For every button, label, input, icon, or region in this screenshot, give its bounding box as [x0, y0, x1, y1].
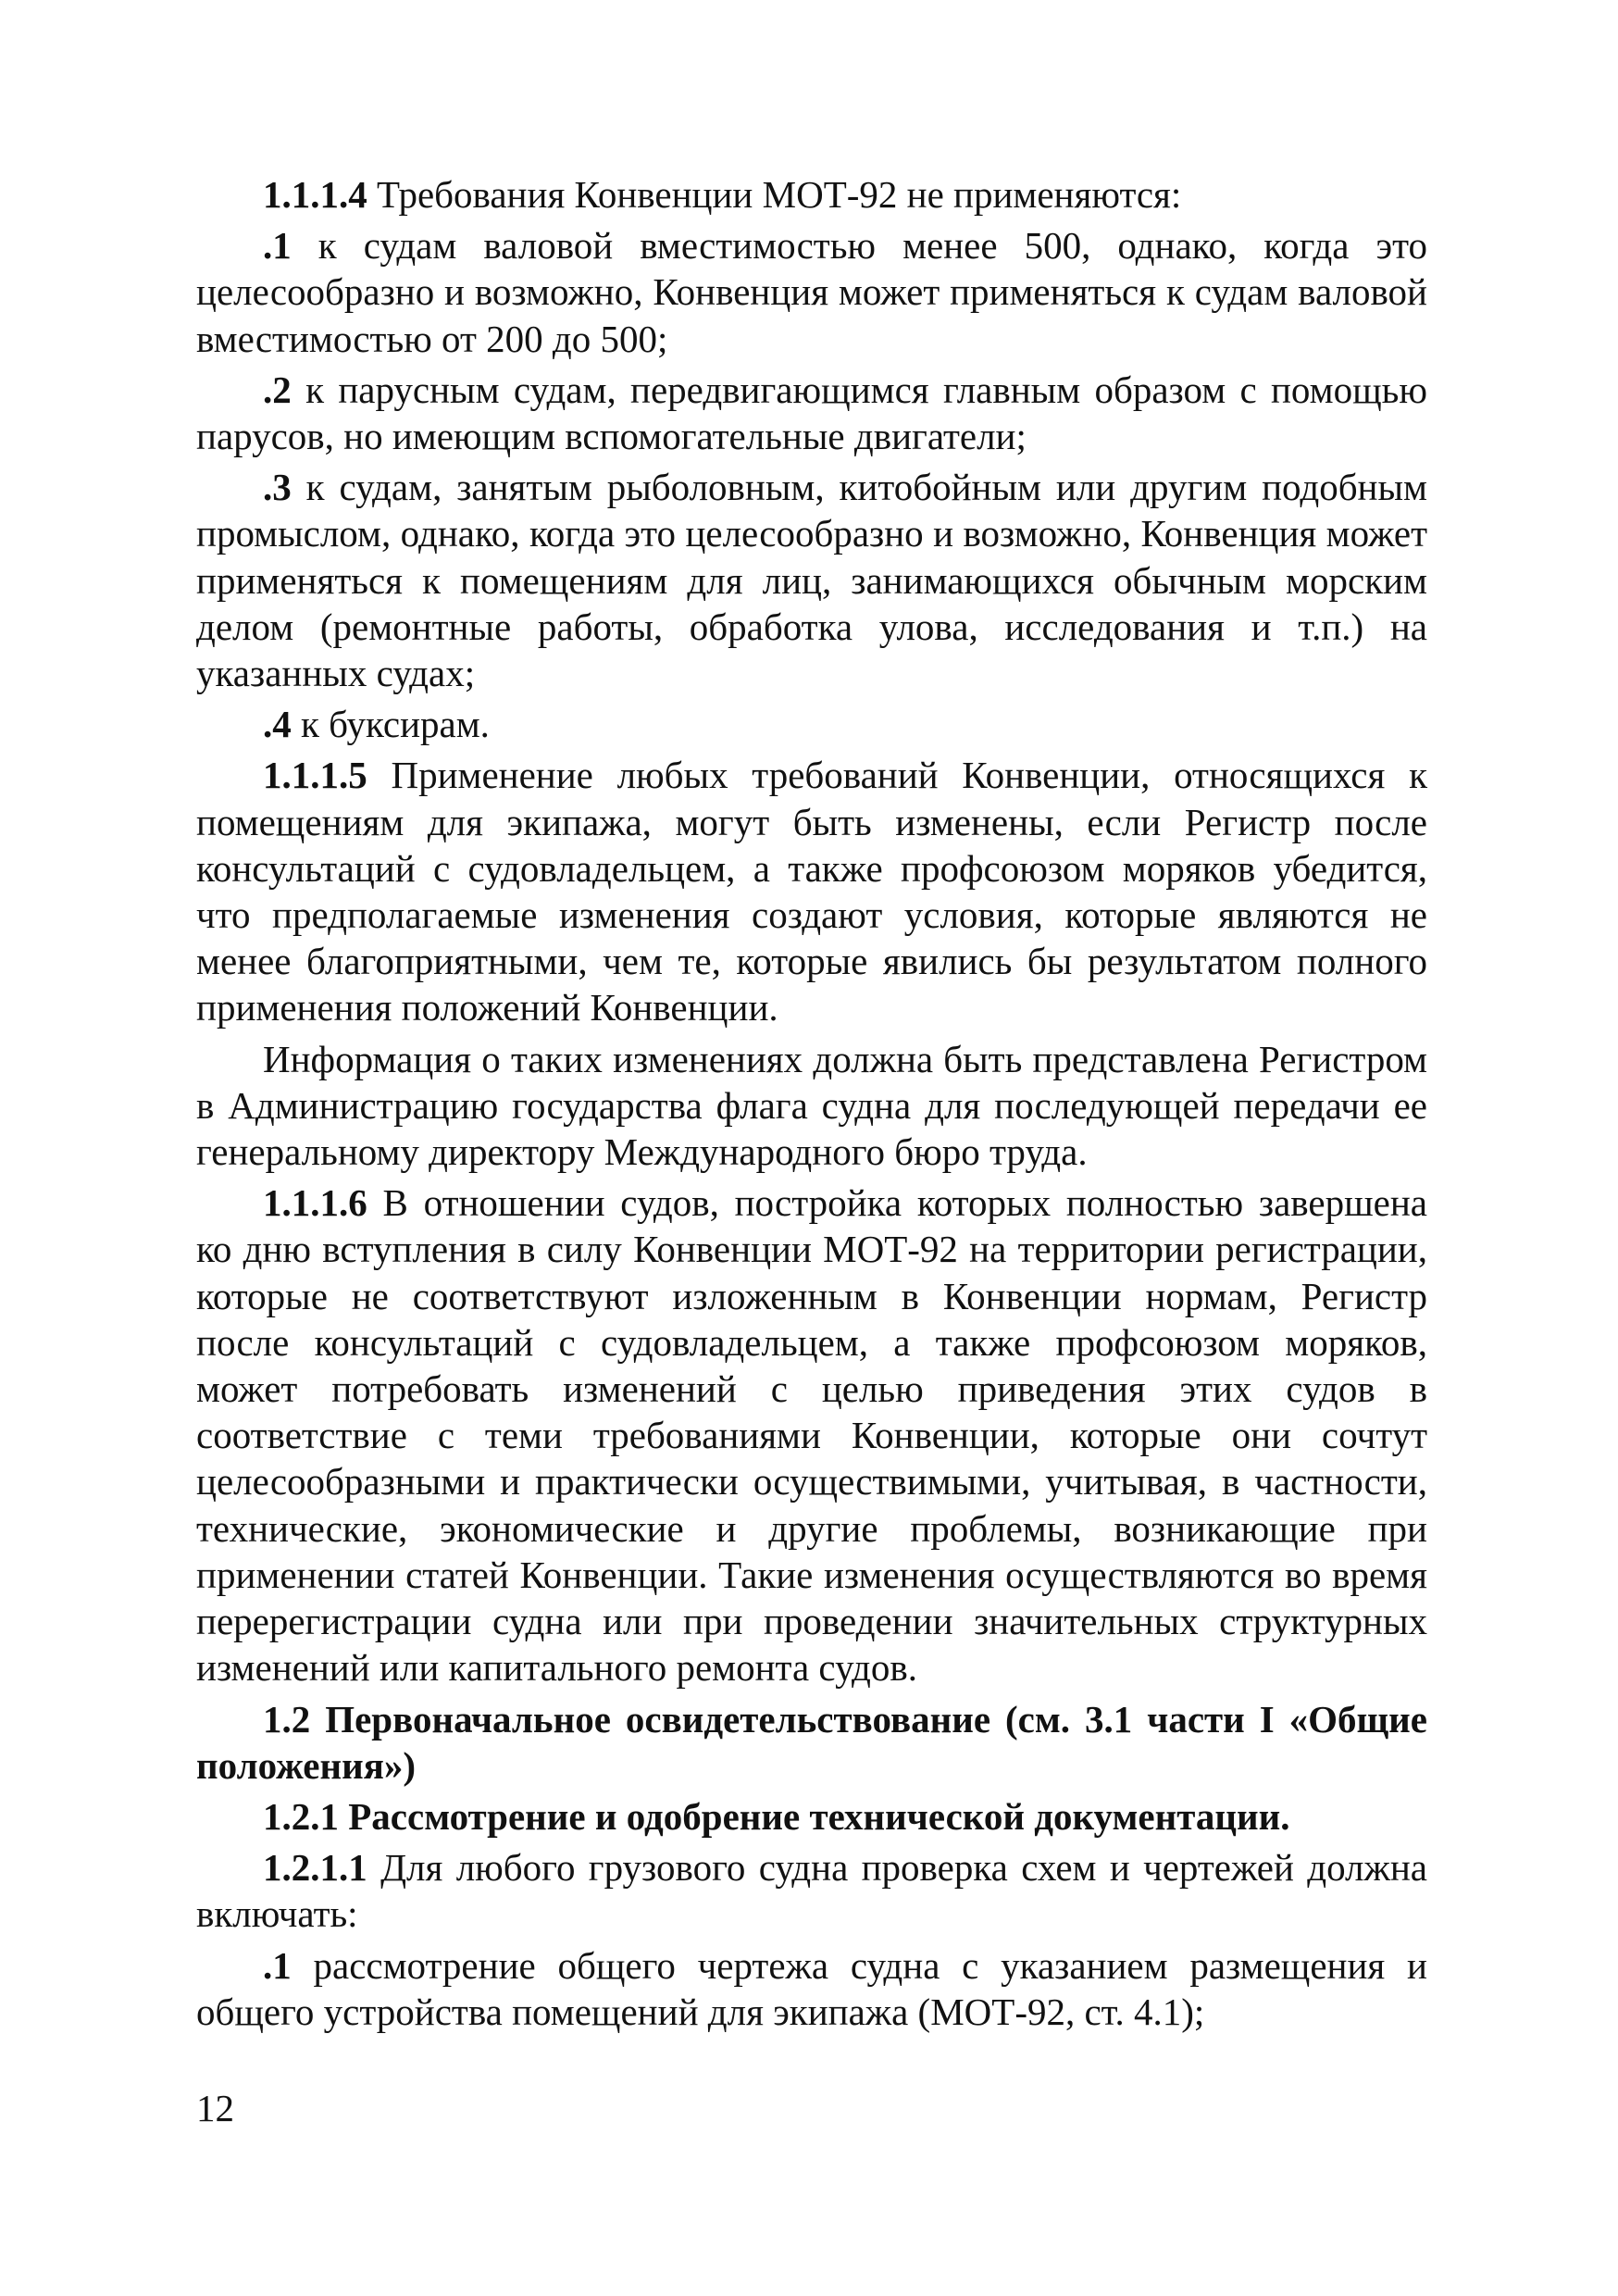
list-item-text: рассмотрение общего чертежа судна с указанием размещения и общего устройства помещений для экипажа (МОТ-92, ст. 4.1);: [196, 1943, 1427, 2033]
list-item-4: [196, 701, 1427, 747]
list-item-2: [196, 367, 1427, 459]
paragraph-1-1-1-4: [196, 171, 1427, 218]
page-number: 12: [196, 2087, 234, 2129]
list-item-number: .4: [263, 703, 292, 746]
list-item-text: к судам, занятым рыболовным, китобойным или другим подобным промыслом, однако, когда это целесообразно и возможно, Конвенция может применяться к помещениям для лиц, занимающихся обычным морским делом (ремонтные работы, обработка улова, исследования и т.п.) на указанных судах;: [196, 466, 1427, 695]
list-item-number: .3: [263, 466, 292, 509]
list-item-number: .2: [263, 368, 292, 411]
list-item-3: [196, 464, 1427, 696]
section-heading-text: 1.2.1 Рассмотрение и одобрение технической документации.: [263, 1794, 1290, 1838]
paragraph-text: Для любого грузового судна проверка схем и чертежей должна включать:: [196, 1846, 1427, 1936]
paragraph-number: 1.1.1.5: [263, 754, 367, 797]
paragraph-1-2-1-1: [196, 1844, 1427, 1937]
paragraph-number: 1.2.1.1: [263, 1846, 367, 1890]
paragraph-text: В отношении судов, постройка которых полностью завершена ко дню вступления в силу Конвенции МОТ-92 на территории регистрации, которые не соответствуют изложенным в Конвенции нормам, Регистр после консультаций с судовладельцем, а также профсоюзом моряков, может потребовать изменений с целью приведения этих судов в соответствие с теми требованиями Конвенции, которые они сочтут целесообразными и практически осуществимыми, учитывая, в частности, технические, экономические и другие проблемы, возникающие при применении статей Конвенции. Такие изменения осуществляются во время перерегистрации судна или при проведении значительных структурных изменений или капитального ремонта судов.: [196, 1181, 1427, 1690]
list-item-text: к судам валовой вместимостью менее 500, однако, когда это целесообразно и возможно, Конвенция может применяться к судам валовой вместимостью от 200 до 500;: [196, 224, 1427, 360]
paragraph-number: 1.1.1.6: [263, 1181, 367, 1225]
list-item-text: к парусным судам, передвигающимся главным образом с помощью парусов, но имеющим вспомогательные двигатели;: [196, 368, 1427, 458]
paragraph-1-1-1-6: [196, 1179, 1427, 1691]
list-item-1: [196, 222, 1427, 362]
page-content: [196, 171, 1427, 2035]
paragraph-number: 1.1.1.4: [263, 173, 367, 216]
paragraph-text: Требования Конвенции МОТ-92 не применяются:: [367, 173, 1182, 216]
section-heading-1-2: [196, 1696, 1427, 1789]
section-heading-1-2-1: [196, 1793, 1427, 1840]
list-item-number: .1: [263, 1943, 292, 1987]
list-item-text: к буксирам.: [291, 703, 490, 746]
paragraph-1-1-1-5: [196, 752, 1427, 1030]
paragraph-text: Информация о таких изменениях должна быть представлена Регистром в Администрацию государства флага судна для последующей передачи ее генеральному директору Международного бюро труда.: [196, 1037, 1427, 1174]
list-item-1-drawing: [196, 1942, 1427, 2035]
paragraph-text: Применение любых требований Конвенции, относящихся к помещениям для экипажа, могут быть изменены, если Регистр после консультаций с судовладельцем, а также профсоюзом моряков убедится, что предполагаемые изменения создают условия, которые являются не менее благоприятными, чем те, которые явились бы результатом полного применения положений Конвенции.: [196, 754, 1427, 1029]
paragraph-information: [196, 1036, 1427, 1176]
section-heading-text: 1.2 Первоначальное освидетельствование (см. 3.1 части I «Общие положения»): [196, 1697, 1427, 1787]
list-item-number: .1: [263, 224, 292, 268]
